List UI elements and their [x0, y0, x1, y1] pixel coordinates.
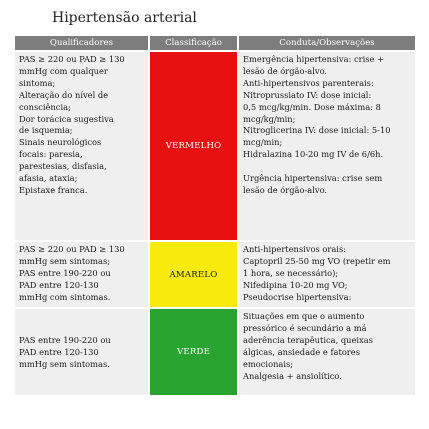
- text-line: PAD entre 120-130: [19, 279, 99, 290]
- text-line: 0,5 mcg/kg/min. Dose máxima: 8: [243, 101, 381, 112]
- classification-red: VERMELHO: [150, 52, 237, 240]
- classification-green: VERDE: [150, 309, 237, 395]
- header-classificacao: Classificação: [150, 36, 237, 50]
- header-qualificadores: Qualificadores: [15, 36, 148, 50]
- text-line: Pseudocrise hipertensiva:: [243, 291, 352, 302]
- text-line: focais: paresia,: [19, 149, 83, 160]
- text-line: Nitroglicerina IV: dose inicial: 5-10: [243, 125, 391, 136]
- text-line: mmHg sem sintomas.: [19, 358, 110, 369]
- row-green-qualificadores: [15, 309, 148, 395]
- text-line: PAS ≥ 220 ou PAD ≥ 130: [19, 54, 125, 64]
- text-line: Alteração do nível de: [19, 89, 109, 100]
- text-line: mcg/kg/min;: [243, 113, 296, 124]
- text-line: Hidralazina 10-20 mg IV de 6/6h.: [243, 149, 384, 160]
- text-line: Nitroprussiato IV: dose inicial:: [243, 89, 372, 100]
- text-line: pressórico é secundário a má: [243, 322, 367, 333]
- text-line: mmHg sem sintomas;: [19, 255, 111, 266]
- text-line: lesão de órgão-alvo.: [243, 65, 328, 76]
- text-line: aderência terapêutica, queixas: [243, 334, 373, 345]
- text-line: mmHg com qualquer: [19, 65, 108, 76]
- classification-yellow: AMARELO: [150, 242, 237, 307]
- text-line: afasia, ataxia;: [19, 173, 78, 184]
- header-conduta: Conduta/Observações: [239, 36, 415, 50]
- text-line: parestesias, disfasia,: [19, 161, 107, 172]
- text-line: Anti-hipertensivos orais:: [243, 244, 347, 254]
- text-line: álgicas, ansiedade e fatores: [243, 346, 360, 357]
- text-line: 1 hora, se necessário);: [243, 267, 339, 278]
- text-line: sintoma;: [19, 77, 56, 88]
- text-line: Anti-hipertensivos parenterais:: [243, 77, 374, 88]
- page-title: Hipertensão arterial: [52, 10, 197, 26]
- text-line: PAD entre 120-130: [19, 347, 99, 358]
- text-line: Emergência hipertensiva: crise +: [243, 54, 385, 64]
- row-red-qualificadores: [15, 52, 148, 240]
- row-green-conduta: [239, 309, 415, 395]
- text-line: mmHg com sintomas.: [19, 291, 111, 302]
- text-line: Sinais neurológicos: [19, 137, 102, 148]
- text-line: Analgesia + ansiolítico.: [243, 370, 342, 381]
- text-line: PAS entre 190-220 ou: [19, 335, 111, 346]
- text-line: Urgência hipertensiva: crise sem: [243, 173, 383, 184]
- text-line: Captopril 25-50 mg VO (repetir em: [243, 255, 391, 266]
- text-line: Situações em que o aumento: [243, 311, 365, 321]
- row-yellow-conduta: [239, 242, 415, 307]
- row-red-conduta: [239, 52, 415, 240]
- text-line: emocionais;: [243, 358, 294, 369]
- spacer: [243, 161, 412, 173]
- text-line: Nifedipina 10-20 mg VO;: [243, 279, 348, 290]
- text-line: PAS ≥ 220 ou PAD ≥ 130: [19, 244, 125, 254]
- text-line: PAS entre 190-220 ou: [19, 267, 111, 278]
- text-line: Epistaxe franca.: [19, 184, 88, 195]
- text-line: lesão de órgão-alvo.: [243, 184, 328, 195]
- text-line: Dor torácica sugestiva: [19, 113, 114, 124]
- text-line: mcg/min;: [243, 137, 283, 148]
- text-line: consciência;: [19, 101, 71, 112]
- text-line: de isquemia;: [19, 125, 73, 136]
- row-yellow-qualificadores: [15, 242, 148, 307]
